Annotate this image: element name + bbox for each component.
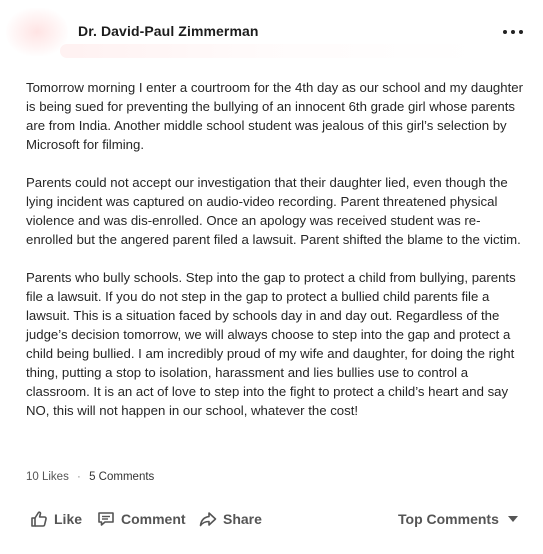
action-bar (0, 505, 543, 533)
post-body (26, 78, 526, 439)
post-paragraph: Parents who bully schools. Step into the gap to protect a child from bullying, parents file a lawsuit. If you do not step in the gap to protect a bullied child parents file a lawsuit. This is a situation faced by schools day in and day out. Regardless of the judge’s decision tomorrow, we will always choose to step into the gap and protect a child being bullied. I am incredibly proud of my wife and daughter, for doing the right thing, putting a stop to isolation, harassment and lies bullies use to control a classroom. It is an act of love to step into the fight to protect a child’s heart and say NO, this will not happen in our school, whatever the cost! (26, 270, 516, 418)
more-options-icon[interactable] (502, 26, 524, 36)
post-paragraph: Tomorrow morning I enter a courtroom for the 4th day as our school and my daughter is being sued for preventing the bullying of an innocent 6th grade girl whose parents are from India. Another middle school student was jealous of this girl’s selection by Microsoft for filming. (26, 80, 523, 152)
stats-separator: · (77, 471, 81, 483)
share-arrow-icon (199, 510, 217, 528)
comment-icon (97, 510, 115, 528)
post-stats (26, 471, 154, 483)
avatar[interactable] (6, 8, 68, 56)
share-label: Share (223, 511, 262, 527)
sort-label: Top Comments (398, 511, 499, 527)
share-button[interactable] (199, 509, 262, 529)
comments-count[interactable]: 5 Comments (89, 471, 155, 483)
author-name[interactable]: Dr. David-Paul Zimmerman (78, 23, 259, 39)
likes-count[interactable]: 10 Likes (26, 471, 69, 483)
chevron-down-icon (507, 515, 519, 523)
like-label: Like (54, 511, 83, 527)
post-paragraph: Parents could not accept our investigation that their daughter lied, even though the lying incident was captured on audio-video recording. Parent threatened physical violence and was dis-enrolled. Once an apology was received student was re-enrolled but the angered parent filed a lawsuit. Parent shifted the blame to the victim. (26, 175, 521, 247)
author-subtitle-blurred (60, 44, 480, 58)
thumbs-up-icon (30, 510, 48, 528)
post-header (0, 0, 543, 62)
comment-label: Comment (121, 511, 186, 527)
sort-comments-dropdown[interactable] (398, 509, 519, 529)
like-button[interactable] (30, 509, 82, 529)
comment-button[interactable] (97, 509, 186, 529)
